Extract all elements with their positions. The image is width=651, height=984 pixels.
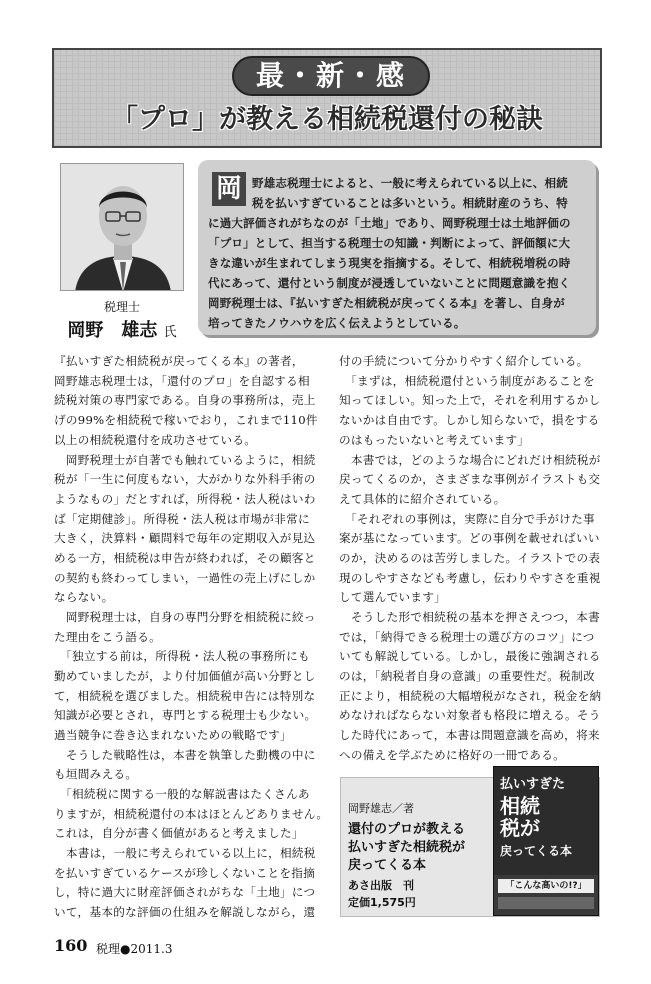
body-line: そうした形で相続税の基本を押さえつつ，本書 <box>339 610 600 624</box>
body-line: 正により，相続税の大幅増税がなされ，税金を納 <box>339 689 602 703</box>
author-role: 税理士 <box>103 300 140 314</box>
cover-title-line: 払いすぎた <box>500 777 566 792</box>
body-line: める一方，相続税は申告が終われば，その顧客と <box>54 551 316 565</box>
lead-dropcap: 岡 <box>212 172 246 206</box>
author-honorific: 氏 <box>163 325 177 340</box>
body-line: 「まずは，相続税還付という制度があることを <box>339 374 595 388</box>
body-line: 岡野雄志税理士は，「還付のプロ」を自認する相 <box>54 374 310 388</box>
body-line: 岡野税理士が自著でも触れているように，相続 <box>54 453 316 467</box>
magazine-issue: 税理●2011.3 <box>96 942 173 956</box>
body-line: 『払いすぎた相続税が戻ってくる本』の著者， <box>54 354 304 368</box>
body-line: りますが，相続税還付の本はほとんどありません。 <box>54 807 329 821</box>
body-line: 税が「一生に何度もない，大がかりな外科手術の <box>54 472 316 486</box>
body-line: 続税対策の専門家である。自身の事務所は，売上 <box>54 393 316 407</box>
body-line: て，相続税を選びました。相続税申告には特別な <box>54 689 316 703</box>
lead-line: 野雄志税理士によると、一般に考えられている以上に、相続 <box>252 176 568 190</box>
body-line: 現のしやすさなども考慮し，伝わりやすさを重視 <box>339 571 601 585</box>
kicker-badge: 最・新・感 <box>232 56 430 96</box>
lead-line: きな違いが生まれてしまう現実を指摘する。そして、相続税増税の時 <box>208 256 571 270</box>
body-line: し，特に過大に財産評価されがちな「土地」につ <box>54 885 316 899</box>
book-title-line: 払いすぎた相続税が <box>348 840 466 855</box>
author-portrait <box>60 163 184 291</box>
body-line: 本書は，一般に考えられている以上に，相続税 <box>54 846 316 860</box>
author-name <box>60 316 184 342</box>
body-line: 付の手続について分かりやすく紹介している。 <box>339 354 589 368</box>
book-title-line: 戻ってくる本 <box>348 858 427 873</box>
body-line: 知識が必要とされ，専門とする税理士も少ない。 <box>54 708 317 722</box>
lead-line: 代にあって、還付という制度が浸透していないことに問題意識を抱く <box>208 276 571 290</box>
body-line: 過当競争に巻き込まれないための戦略です」 <box>54 728 292 742</box>
body-line: 勤めていましたが，より付加価値が高い分野とし <box>54 669 316 683</box>
body-line: して選んでいます」 <box>339 590 447 604</box>
body-line: 「相続税に関する一般的な解説書はたくさんあ <box>54 787 310 801</box>
body-line: も垣間みえる。 <box>54 767 138 781</box>
body-line: た理由をこう語る。 <box>54 630 162 644</box>
article-title: 「プロ」が教える相続税還付の秘訣 <box>111 104 543 135</box>
body-line: のは，「納税者自身の意識」の重要性だ。税制改 <box>339 669 595 683</box>
body-line: 「独立する前は，所得税・法人税の事務所にも <box>54 649 310 663</box>
book-author: 岡野雄志／著 <box>348 802 414 815</box>
book-title-line: 還付のプロが教える <box>348 822 466 837</box>
body-line: いて，基本的な評価の仕組みを解説しながら，還 <box>54 905 316 919</box>
cover-title-line: 相続 <box>500 794 540 818</box>
body-line: のはもったいないと考えています」 <box>339 433 530 447</box>
lead-line: 「プロ」として、担当する税理士の知識・判断によって、評価額に大 <box>208 236 571 250</box>
cover-title-line: 戻ってくる本 <box>500 844 573 858</box>
body-line: いても解説している。しかし，最後に強調される <box>339 649 601 663</box>
body-line: そうした戦略性は，本書を執筆した動機の中に <box>54 748 316 762</box>
body-line: 岡野税理士は，自身の専門分野を相続税に絞っ <box>54 610 316 624</box>
lead-line: に過大評価されがちなのが「土地」であり、岡野税理士は土地評価の <box>208 216 571 230</box>
body-line: めなければならない対象者も格段に増える。そう <box>339 708 601 722</box>
body-line: ならない。 <box>54 590 114 604</box>
book-price: 定価1,575円 <box>348 896 416 909</box>
body-line: 本書では，どのような場合にどれだけ相続税が <box>339 453 601 467</box>
body-line: を払いすぎているケースが珍しくないことを指摘 <box>54 866 316 880</box>
body-line: ば「定期健診」。所得税・法人税は市場が非常に <box>54 512 310 526</box>
cover-tagline: 「こんな高いの!?」 <box>498 879 594 893</box>
body-line: 大きく，決算料・顧問料で毎年の定期収入が見込 <box>54 531 316 545</box>
body-line: げの99%を相続税で稼いでおり，これまで110件 <box>54 413 318 427</box>
lead-line: 税を払いすぎていることは多いという。相続財産のうち、特 <box>252 196 568 210</box>
lead-line: 培ってきたノウハウを広く伝えようとしている。 <box>208 316 466 330</box>
body-line: これは，自分が書く価値があると考えました」 <box>54 826 304 840</box>
author-name-text: 岡野 雄志 <box>67 320 158 341</box>
book-publisher: あさ出版 刊 <box>348 879 414 892</box>
body-line: 戻ってくるのか，さまざまな事例がイラストも交 <box>339 472 601 486</box>
body-line: では，「納得できる税理士の選び方のコツ」につ <box>339 630 595 644</box>
body-line: への備えを学ぶために格好の一冊である。 <box>339 748 565 762</box>
cover-title-line: 税が <box>500 816 540 840</box>
body-line: した時代にあって，本書は問題意識を高め，将来 <box>339 728 600 742</box>
lead-line: 岡野税理士は、『払いすぎた相続税が戻ってくる本』を著し、自身が <box>208 296 565 310</box>
body-line: ないかは自由です。しかし知らないで，損をする <box>339 413 600 427</box>
body-line: の契約も終わってしまい，一過性の売上げにしか <box>54 571 316 585</box>
body-line: 案が基になっています。どの事例を載せればいい <box>339 531 600 545</box>
body-line: 「それぞれの事例は，実際に自分で手がけた事 <box>339 512 595 526</box>
body-line: えて具体的に紹介されている。 <box>339 492 506 506</box>
page-number: 160 <box>54 936 88 955</box>
body-line: ようなもの」だとすれば，所得税・法人税はいわ <box>54 492 316 506</box>
book-cover-image <box>493 766 599 916</box>
body-line: のか，決めるのは苦労しました。イラストでの表 <box>339 551 601 565</box>
body-line: 知ってほしい。知った上で，それを利用するかし <box>339 393 601 407</box>
body-line: 以上の相続税還付を成功させている。 <box>54 433 257 447</box>
